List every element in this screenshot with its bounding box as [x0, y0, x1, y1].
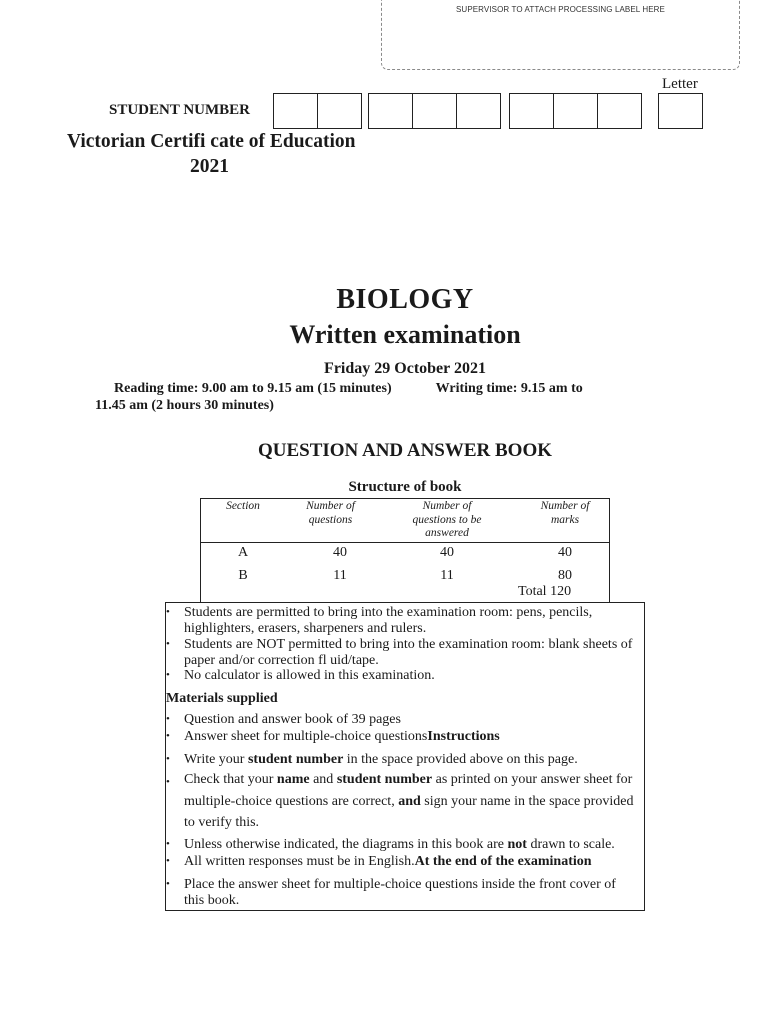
exam-times: [95, 381, 595, 414]
end-of-exam-heading: At the end of the examination: [414, 854, 592, 869]
instruction-emphasis: student number: [336, 772, 433, 787]
instruction-text: as printed on your answer sheet for multiple-choice questions are correct,: [184, 772, 633, 809]
reading-time: Reading time: 9.00 am to 9.15 am (15 minutes): [114, 381, 392, 396]
letter-label: Letter: [662, 76, 698, 92]
bullet-icon: •: [166, 669, 170, 681]
bullet-icon: •: [166, 878, 170, 890]
list-item: [166, 769, 636, 834]
table-header-row: [201, 499, 609, 543]
book-title: QUESTION AND ANSWER BOOK: [257, 440, 553, 461]
instruction-text: All written responses must be in English.: [184, 854, 415, 869]
bullet-icon: •: [166, 713, 170, 725]
student-number-label: STUDENT NUMBER: [109, 102, 250, 118]
material-item: Answer sheet for multiple-choice questions: [184, 729, 428, 744]
bullet-icon: •: [166, 638, 170, 650]
instruction-text: Write your: [184, 752, 248, 767]
instruction-emphasis: student number: [247, 752, 344, 767]
list-item: [166, 605, 636, 636]
materials-heading: Materials supplied: [166, 691, 278, 706]
student-number-digit-box[interactable]: [273, 93, 318, 129]
exam-date: Friday 29 October 2021: [324, 360, 486, 377]
bullet-icon: •: [166, 838, 170, 850]
table-cell-section: B: [238, 568, 248, 583]
bullet-icon: •: [166, 730, 170, 742]
table-cell-questions: 40: [333, 545, 347, 560]
total-marks: Total 120: [518, 584, 572, 599]
instruction-text: sign your name in the space provided to verify this.: [184, 793, 634, 830]
not-permitted-items: Students are NOT permitted to bring into the examination room: blank sheets of paper and/or correction fl uid/tape.: [184, 637, 633, 668]
bullet-icon: •: [166, 606, 170, 618]
column-header: Section: [226, 500, 260, 512]
certificate-year: 2021: [190, 156, 229, 177]
column-header: Number of marks: [540, 500, 590, 526]
table-cell-answered: 40: [440, 545, 454, 560]
table-cell-marks: 40: [558, 545, 572, 560]
student-number-digit-box[interactable]: [317, 93, 362, 129]
bullet-icon: •: [166, 855, 170, 867]
student-number-digit-box[interactable]: [509, 93, 554, 129]
list-item: [166, 637, 636, 668]
instruction-text: in the space provided above on this page.: [343, 752, 578, 767]
list-item: [166, 854, 636, 870]
table-cell-questions: 11: [333, 568, 347, 583]
student-number-digit-box[interactable]: [456, 93, 501, 129]
instructions-heading: Instructions: [427, 729, 500, 744]
table-cell-answered: 11: [440, 568, 454, 583]
instruction-text: Unless otherwise indicated, the diagrams in this book are: [184, 837, 508, 852]
structure-heading: Structure of book: [348, 479, 462, 495]
information-box: [165, 602, 645, 911]
student-number-digit-box[interactable]: [553, 93, 598, 129]
instruction-text: Place the answer sheet for multiple-choice questions inside the front cover of this book.: [184, 877, 616, 908]
column-header: Number of questions to be answered: [412, 500, 482, 539]
material-item: Question and answer book of 39 pages: [184, 712, 401, 727]
exam-type: Written examination: [289, 320, 521, 349]
writing-time: Writing time: 9.15 am to 11.45 am (2 hours 30 minutes): [95, 381, 583, 413]
list-item: [166, 668, 636, 684]
list-item: [166, 877, 636, 908]
permitted-items: Students are permitted to bring into the examination room: pens, pencils, highlighters, erasers, sharpeners and rulers.: [184, 605, 593, 636]
bullet-icon: •: [166, 776, 170, 788]
table-cell-marks: 80: [558, 568, 572, 583]
subject-title: BIOLOGY: [336, 284, 474, 315]
instruction-emphasis: and: [398, 793, 421, 809]
list-item: [166, 837, 636, 853]
list-item: [166, 712, 636, 728]
instruction-text: Check that your: [184, 772, 277, 787]
table-cell-section: A: [237, 545, 249, 560]
instruction-emphasis: not: [507, 837, 527, 852]
list-item: [166, 752, 636, 768]
bullet-icon: •: [166, 753, 170, 765]
structure-table: [200, 498, 610, 603]
instruction-emphasis: name: [276, 772, 310, 787]
list-item: [166, 729, 636, 745]
student-letter-box[interactable]: [658, 93, 703, 129]
student-number-digit-box[interactable]: [412, 93, 457, 129]
student-number-digit-box[interactable]: [368, 93, 413, 129]
certificate-title: Victorian Certifi cate of Education: [67, 131, 356, 152]
instruction-text: drawn to scale.: [526, 837, 615, 852]
processing-label-area: [381, 0, 740, 70]
no-calculator-note: No calculator is allowed in this examination.: [184, 668, 435, 683]
instruction-text: and: [309, 772, 337, 787]
student-number-digit-box[interactable]: [597, 93, 642, 129]
column-header: Number of questions: [306, 500, 355, 526]
processing-label-text: SUPERVISOR TO ATTACH PROCESSING LABEL HERE: [456, 5, 665, 14]
